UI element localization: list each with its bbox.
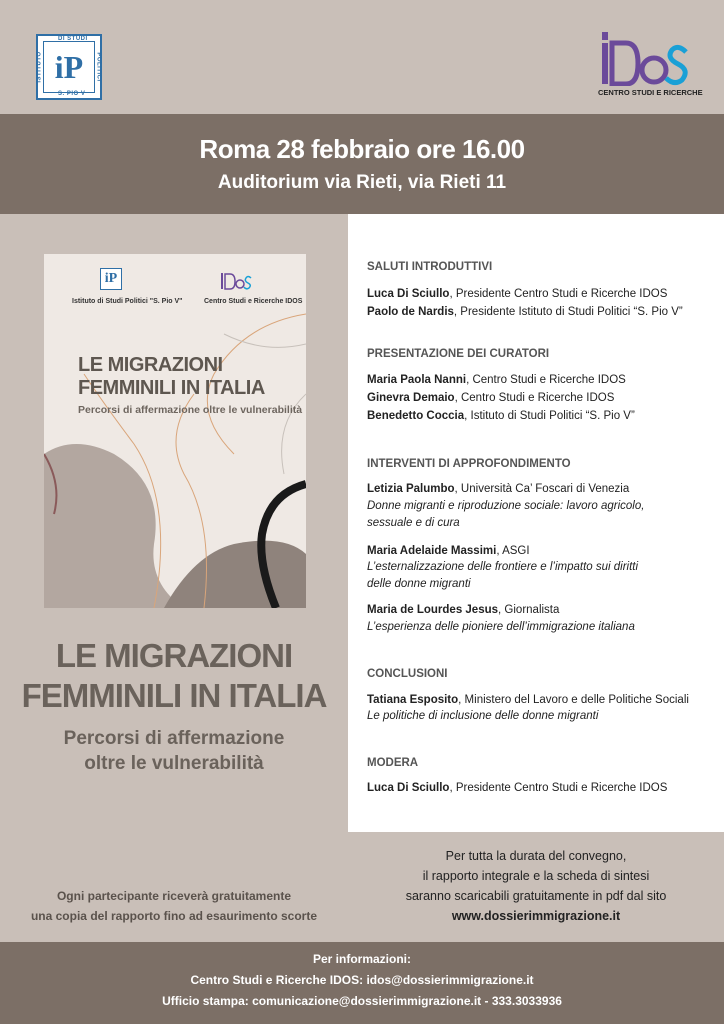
left-panel xyxy=(0,214,348,832)
istituto-pio-v-logo xyxy=(36,34,102,100)
download-line3: saranno scaricabili gratuitamente in pdf dal sito xyxy=(405,889,667,903)
section-heading-interventi: INTERVENTI DI APPROFONDIMENTO xyxy=(367,458,571,470)
speaker-role: , ASGI xyxy=(496,545,530,557)
speaker-name: Paolo de Nardis xyxy=(367,306,454,318)
book-subtitle: Percorsi di affermazione oltre le vulnerabilità xyxy=(78,404,303,416)
book-title xyxy=(78,354,265,400)
logo-bottom-text: S. PIO V xyxy=(58,91,86,97)
section-heading-presentazione: PRESENTAZIONE DEI CURATORI xyxy=(367,348,550,360)
speaker-name: Maria Adelaide Massimi xyxy=(367,545,497,557)
event-date-band xyxy=(0,114,724,214)
speaker-role: , Presidente Centro Studi e Ricerche IDOS xyxy=(449,288,668,300)
logo-top-text: DI STUDI xyxy=(58,36,88,42)
download-note xyxy=(348,846,724,926)
speaker-role: , Ministero del Lavoro e delle Politiche Sociali xyxy=(458,694,689,706)
main-subtitle xyxy=(0,726,348,776)
speaker-role: , Istituto di Studi Politici “S. Pio V” xyxy=(464,410,635,422)
main-title-line2: FEMMINILI IN ITALIA xyxy=(21,677,327,714)
speaker-name: Luca Di Sciullo xyxy=(367,782,450,794)
book-title-line1: LE MIGRAZIONI xyxy=(78,354,223,376)
speaker-name: Ginevra Demaio xyxy=(367,392,455,404)
speaker-role: , Giornalista xyxy=(498,604,560,616)
speaker-line xyxy=(367,545,530,557)
main-subtitle-line2: oltre le vulnerabilità xyxy=(84,753,264,774)
book-cover-artwork xyxy=(44,254,306,608)
logo-right-text: POLITICI xyxy=(95,52,102,82)
speaker-name: Luca Di Sciullo xyxy=(367,288,450,300)
speaker-role: , Presidente Centro Studi e Ricerche IDOS xyxy=(449,782,668,794)
notes-band xyxy=(0,832,724,942)
event-venue: Auditorium via Rieti, via Rieti 11 xyxy=(217,172,507,193)
download-line1: Per tutta la durata del convegno, xyxy=(445,849,627,863)
footer-idos-contact[interactable]: Centro Studi e Ricerche IDOS: idos@dossierimmigrazione.it xyxy=(190,973,534,987)
talk-topic: delle donne migranti xyxy=(367,578,471,590)
book-logo-left: iP xyxy=(100,268,122,290)
footer-press-contact[interactable]: Ufficio stampa: comunicazione@dossierimmigrazione.it - 333.3033936 xyxy=(162,994,562,1008)
talk-topic: sessuale e di cura xyxy=(367,517,460,529)
speaker-line xyxy=(367,782,667,794)
speaker-line xyxy=(367,306,683,318)
book-logo-right-icon xyxy=(220,272,252,290)
talk-topic: Donne migranti e riproduzione sociale: lavoro agricolo, xyxy=(367,500,645,512)
speaker-name: Tatiana Esposito xyxy=(367,694,459,706)
talk-topic: L’esternalizzazione delle frontiere e l’impatto sui diritti xyxy=(367,561,639,573)
speaker-line xyxy=(367,392,614,404)
free-copy-line2: una copia del rapporto fino ad esaurimento scorte xyxy=(30,909,318,923)
event-date-time: Roma 28 febbraio ore 16.00 xyxy=(199,134,525,164)
speaker-role: , Centro Studi e Ricerche IDOS xyxy=(466,374,626,386)
footer-contacts xyxy=(0,942,724,1024)
logo-monogram: iP xyxy=(54,49,84,85)
speaker-name: Benedetto Coccia xyxy=(367,410,465,422)
footer-info-heading: Per informazioni: xyxy=(312,952,411,966)
book-title-line2: FEMMINILI IN ITALIA xyxy=(78,377,265,399)
speaker-line xyxy=(367,604,559,616)
talk-topic: Le politiche di inclusione delle donne migranti xyxy=(367,710,599,722)
idos-mark-icon xyxy=(600,30,688,86)
section-heading-saluti: SALUTI INTRODUTTIVI xyxy=(367,261,493,273)
speaker-line xyxy=(367,374,626,386)
speaker-role: , Centro Studi e Ricerche IDOS xyxy=(454,392,615,404)
speaker-line xyxy=(367,410,635,422)
speaker-role: , Università Ca’ Foscari di Venezia xyxy=(454,483,630,495)
website-link[interactable]: www.dossierimmigrazione.it xyxy=(451,909,621,923)
program-panel xyxy=(348,214,724,832)
book-logo-right-caption: Centro Studi e Ricerche IDOS xyxy=(204,298,303,305)
section-heading-modera: MODERA xyxy=(367,757,419,769)
book-logo-left-caption: Istituto di Studi Politici "S. Pio V" xyxy=(72,298,183,305)
speaker-role: , Presidente Istituto di Studi Politici “S. Pio V” xyxy=(453,306,683,318)
logo-left-text: ISTITUTO xyxy=(36,51,43,83)
main-subtitle-line1: Percorsi di affermazione xyxy=(63,728,285,749)
idos-caption: CENTRO STUDI E RICERCHE xyxy=(598,88,703,97)
speaker-name: Letizia Palumbo xyxy=(367,483,455,495)
speaker-name: Maria Paola Nanni xyxy=(367,374,467,386)
download-line2: il rapporto integrale e la scheda di sintesi xyxy=(422,869,650,883)
free-copy-note xyxy=(0,886,348,926)
speaker-line xyxy=(367,483,629,495)
speaker-line xyxy=(367,288,667,300)
talk-topic: L’esperienza delle pioniere dell’immigrazione italiana xyxy=(367,621,635,633)
free-copy-line1: Ogni partecipante riceverà gratuitamente xyxy=(56,889,292,903)
speaker-line xyxy=(367,694,689,706)
header-logo-band xyxy=(0,0,724,114)
main-title xyxy=(0,636,348,716)
speaker-name: Maria de Lourdes Jesus xyxy=(367,604,499,616)
section-heading-conclusioni: CONCLUSIONI xyxy=(367,668,448,680)
main-title-line1: LE MIGRAZIONI xyxy=(55,637,293,674)
book-cover-image xyxy=(44,254,306,608)
idos-logo xyxy=(598,30,703,100)
